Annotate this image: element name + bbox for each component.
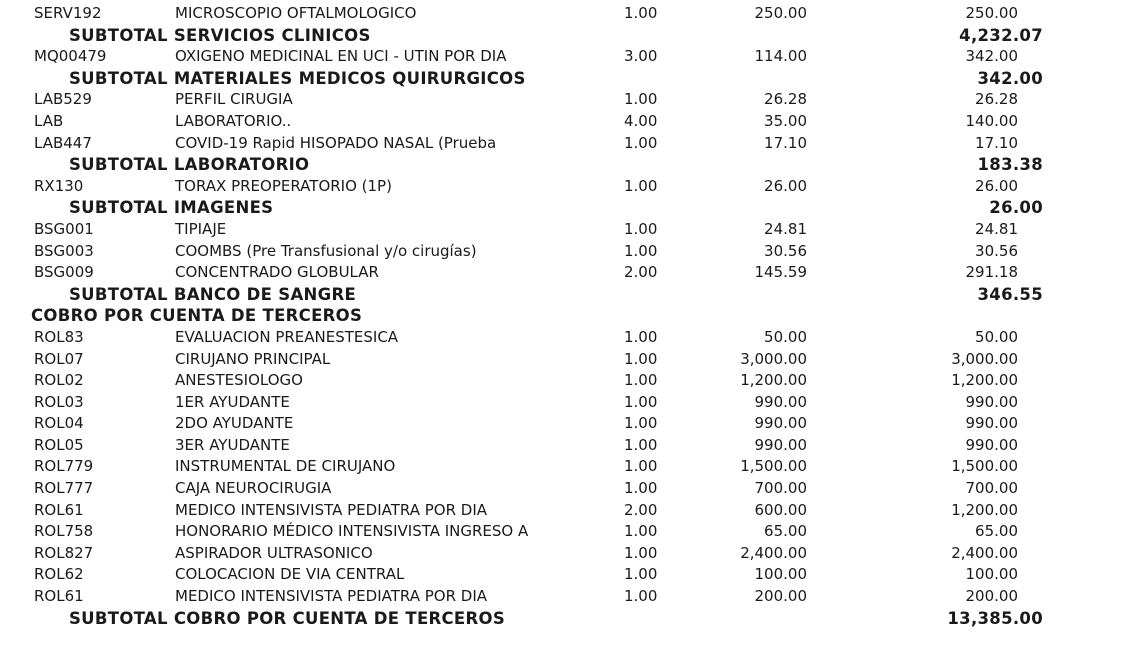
subtotal-amount: 4,232.07 <box>959 25 1043 45</box>
item-code: ROL05 <box>34 435 84 454</box>
item-total: 26.28 <box>975 90 1018 109</box>
item-unit-price: 600.00 <box>754 500 807 519</box>
item-total: 3,000.00 <box>951 349 1018 368</box>
item-unit-price: 145.59 <box>754 263 807 282</box>
item-unit-price: 1,200.00 <box>740 371 807 390</box>
item-total: 342.00 <box>965 47 1018 66</box>
item-unit-price: 990.00 <box>754 435 807 454</box>
item-code: MQ00479 <box>34 47 107 66</box>
item-code: ROL83 <box>34 327 84 346</box>
line-item-row <box>0 262 1146 284</box>
item-unit-price: 65.00 <box>764 522 807 541</box>
subtotal-row <box>0 68 1146 90</box>
item-code: LAB <box>34 111 64 130</box>
item-total: 700.00 <box>965 479 1018 498</box>
item-unit-price: 30.56 <box>764 241 807 260</box>
item-description: 2DO AYUDANTE <box>175 414 294 433</box>
item-total: 200.00 <box>965 587 1018 606</box>
item-quantity: 2.00 <box>624 263 658 282</box>
item-quantity: 1.00 <box>624 176 658 195</box>
item-total: 30.56 <box>975 241 1018 260</box>
item-total: 17.10 <box>975 133 1018 152</box>
item-code: ROL827 <box>34 543 94 562</box>
item-unit-price: 250.00 <box>754 4 807 22</box>
item-description: CIRUJANO PRINCIPAL <box>175 349 331 368</box>
line-item-row <box>0 500 1146 522</box>
item-code: ROL07 <box>34 349 84 368</box>
item-unit-price: 700.00 <box>754 479 807 498</box>
item-total: 990.00 <box>965 435 1018 454</box>
item-code: ROL61 <box>34 500 84 519</box>
line-item-row <box>0 327 1146 349</box>
item-code: RX130 <box>34 176 84 195</box>
subtotal-row <box>0 25 1146 47</box>
line-item-row <box>0 349 1146 371</box>
subtotal-amount: 342.00 <box>977 68 1043 88</box>
subtotal-label: SUBTOTAL BANCO DE SANGRE <box>69 284 357 304</box>
line-item-row <box>0 111 1146 133</box>
line-item-row <box>0 392 1146 414</box>
item-quantity: 1.00 <box>624 4 658 22</box>
subtotal-amount: 26.00 <box>989 198 1043 218</box>
line-item-row <box>0 241 1146 263</box>
subtotal-row <box>0 608 1146 630</box>
item-quantity: 1.00 <box>624 457 658 476</box>
line-item-row <box>0 478 1146 500</box>
line-item-row <box>0 46 1146 68</box>
subtotal-amount: 13,385.00 <box>947 608 1043 628</box>
item-description: ASPIRADOR ULTRASONICO <box>175 543 373 562</box>
item-description: COVID-19 Rapid HISOPADO NASAL (Prueba <box>175 133 497 152</box>
item-total: 990.00 <box>965 392 1018 411</box>
item-unit-price: 990.00 <box>754 414 807 433</box>
subtotal-label: SUBTOTAL IMAGENES <box>69 198 274 218</box>
line-item-row <box>0 176 1146 198</box>
line-item-row <box>0 521 1146 543</box>
item-unit-price: 2,400.00 <box>740 543 807 562</box>
line-item-row <box>0 456 1146 478</box>
item-unit-price: 100.00 <box>754 565 807 584</box>
item-unit-price: 3,000.00 <box>740 349 807 368</box>
item-quantity: 4.00 <box>624 111 658 130</box>
item-total: 291.18 <box>965 263 1018 282</box>
item-total: 1,500.00 <box>951 457 1018 476</box>
item-description: TORAX PREOPERATORIO (1P) <box>175 176 392 195</box>
line-item-row <box>0 133 1146 155</box>
item-code: ROL777 <box>34 479 94 498</box>
item-quantity: 1.00 <box>624 522 658 541</box>
item-quantity: 1.00 <box>624 371 658 390</box>
item-total: 250.00 <box>965 4 1018 22</box>
item-unit-price: 35.00 <box>764 111 807 130</box>
subtotal-label: SUBTOTAL LABORATORIO <box>69 155 310 175</box>
item-unit-price: 50.00 <box>764 327 807 346</box>
item-description: MEDICO INTENSIVISTA PEDIATRA POR DIA <box>175 587 488 606</box>
subtotal-label: SUBTOTAL MATERIALES MEDICOS QUIRURGICOS <box>69 68 526 88</box>
item-description: COOMBS (Pre Transfusional y/o cirugías) <box>175 241 477 260</box>
item-code: SERV192 <box>34 4 102 22</box>
item-description: CONCENTRADO GLOBULAR <box>175 263 379 282</box>
line-item-row <box>0 370 1146 392</box>
item-code: ROL03 <box>34 392 84 411</box>
item-code: LAB529 <box>34 90 92 109</box>
item-code: LAB447 <box>34 133 92 152</box>
line-item-row <box>0 413 1146 435</box>
line-item-row <box>0 219 1146 241</box>
item-code: ROL61 <box>34 587 84 606</box>
line-item-row <box>0 586 1146 608</box>
item-quantity: 1.00 <box>624 543 658 562</box>
item-code: ROL02 <box>34 371 84 390</box>
item-code: ROL779 <box>34 457 94 476</box>
item-total: 26.00 <box>975 176 1018 195</box>
item-total: 100.00 <box>965 565 1018 584</box>
item-description: COLOCACION DE VIA CENTRAL <box>175 565 405 584</box>
line-item-row <box>0 564 1146 586</box>
section-title: COBRO POR CUENTA DE TERCEROS <box>31 306 363 326</box>
item-total: 140.00 <box>965 111 1018 130</box>
billing-document <box>0 3 1146 629</box>
subtotal-row <box>0 154 1146 176</box>
item-quantity: 1.00 <box>624 133 658 152</box>
subtotal-label: SUBTOTAL SERVICIOS CLINICOS <box>69 25 371 45</box>
item-description: INSTRUMENTAL DE CIRUJANO <box>175 457 396 476</box>
item-description: ANESTESIOLOGO <box>175 371 303 390</box>
item-total: 2,400.00 <box>951 543 1018 562</box>
subtotal-label: SUBTOTAL COBRO POR CUENTA DE TERCEROS <box>69 608 506 628</box>
item-quantity: 1.00 <box>624 435 658 454</box>
item-description: HONORARIO MÉDICO INTENSIVISTA INGRESO A <box>175 522 529 541</box>
line-item-row <box>0 543 1146 565</box>
line-item-row <box>0 435 1146 457</box>
item-description: CAJA NEUROCIRUGIA <box>175 479 332 498</box>
line-item-row <box>0 3 1146 25</box>
item-description: EVALUACION PREANESTESICA <box>175 327 399 346</box>
item-code: BSG009 <box>34 263 94 282</box>
item-description: 1ER AYUDANTE <box>175 392 290 411</box>
item-total: 990.00 <box>965 414 1018 433</box>
item-quantity: 1.00 <box>624 392 658 411</box>
item-total: 1,200.00 <box>951 500 1018 519</box>
item-description: OXIGENO MEDICINAL EN UCI - UTIN POR DIA <box>175 47 507 66</box>
item-quantity: 1.00 <box>624 479 658 498</box>
item-code: BSG001 <box>34 219 94 238</box>
item-description: PERFIL CIRUGIA <box>175 90 293 109</box>
item-code: BSG003 <box>34 241 94 260</box>
item-quantity: 1.00 <box>624 90 658 109</box>
item-quantity: 3.00 <box>624 47 658 66</box>
subtotal-amount: 183.38 <box>977 155 1043 175</box>
section-header-row <box>0 305 1146 327</box>
item-description: TIPIAJE <box>175 219 227 238</box>
item-total: 50.00 <box>975 327 1018 346</box>
subtotal-row <box>0 284 1146 306</box>
item-description: LABORATORIO.. <box>175 111 292 130</box>
item-code: ROL62 <box>34 565 84 584</box>
subtotal-amount: 346.55 <box>977 284 1043 304</box>
item-quantity: 1.00 <box>624 414 658 433</box>
item-unit-price: 1,500.00 <box>740 457 807 476</box>
subtotal-row <box>0 197 1146 219</box>
item-code: ROL758 <box>34 522 94 541</box>
item-unit-price: 26.00 <box>764 176 807 195</box>
item-total: 1,200.00 <box>951 371 1018 390</box>
item-description: 3ER AYUDANTE <box>175 435 290 454</box>
item-code: ROL04 <box>34 414 84 433</box>
line-item-row <box>0 89 1146 111</box>
item-quantity: 1.00 <box>624 565 658 584</box>
item-description: MEDICO INTENSIVISTA PEDIATRA POR DIA <box>175 500 488 519</box>
item-quantity: 1.00 <box>624 327 658 346</box>
item-quantity: 1.00 <box>624 349 658 368</box>
item-quantity: 1.00 <box>624 219 658 238</box>
item-unit-price: 114.00 <box>754 47 807 66</box>
item-quantity: 1.00 <box>624 241 658 260</box>
item-quantity: 2.00 <box>624 500 658 519</box>
item-quantity: 1.00 <box>624 587 658 606</box>
item-total: 65.00 <box>975 522 1018 541</box>
item-description: MICROSCOPIO OFTALMOLOGICO <box>175 4 417 22</box>
item-unit-price: 26.28 <box>764 90 807 109</box>
item-unit-price: 24.81 <box>764 219 807 238</box>
item-unit-price: 200.00 <box>754 587 807 606</box>
item-unit-price: 990.00 <box>754 392 807 411</box>
item-total: 24.81 <box>975 219 1018 238</box>
item-unit-price: 17.10 <box>764 133 807 152</box>
